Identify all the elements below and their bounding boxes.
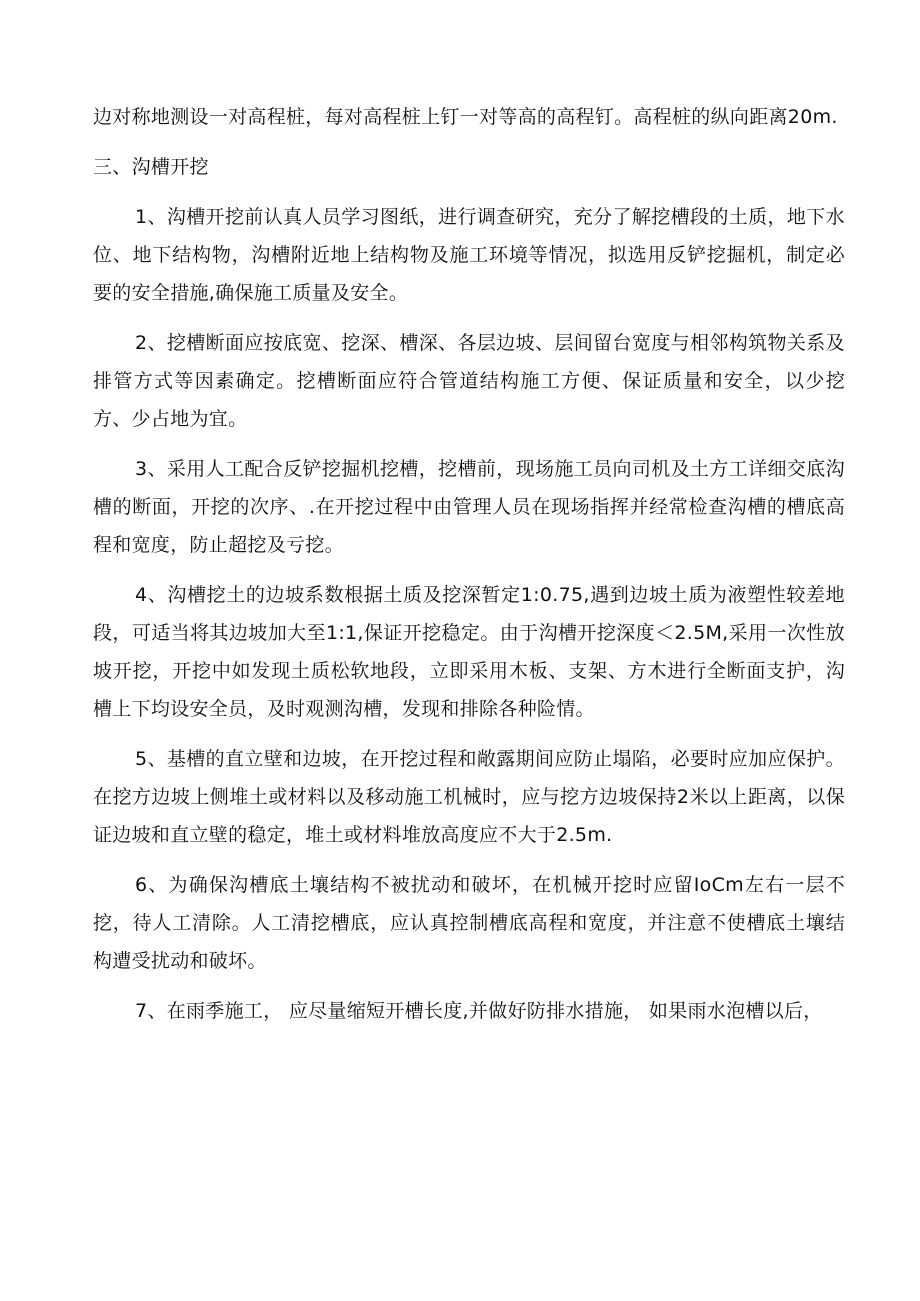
paragraph-1: 1、沟槽开挖前认真人员学习图纸，进行调查研究，充分了解挖槽段的土质，地下水位、地下结构物，沟槽附近地上结构物及施工环境等情况，拟选用反铲挖掘机，制定必要的安全措施,确保施工质量及安全。	[93, 206, 845, 304]
paragraph-6: 6、为确保沟槽底土壤结构不被扰动和破坏，在机械开挖时应留IoCm左右一层不挖，待人工清除。人工清挖槽底，应认真控制槽底高程和宽度，并注意不使槽底土壤结构遭受扰动和破坏。	[93, 874, 845, 972]
paragraph-7: 7、在雨季施工， 应尽量缩短开槽长度,并做好防排水措施， 如果雨水泡槽以后，	[135, 1000, 823, 1022]
paragraph-5: 5、基槽的直立壁和边坡，在开挖过程和敞露期间应防止塌陷，必要时应加应保护。在挖方边坡上侧堆土或材料以及移动施工机械时，应与挖方边坡保持2米以上距离，以保证边坡和直立壁的稳定，堆土或材料堆放高度应不大于2.5m.	[93, 748, 845, 846]
section-heading: 三、沟槽开挖	[93, 156, 209, 178]
document-body	[93, 98, 845, 1042]
continuation-paragraph: 边对称地测设一对高程桩，每对高程桩上钉一对等高的高程钉。高程桩的纵向距离20m.	[93, 106, 838, 128]
paragraph-3: 3、采用人工配合反铲挖掘机挖槽，挖槽前，现场施工员向司机及土方工详细交底沟槽的断面，开挖的次序、.在开挖过程中由管理人员在现场指挥并经常检查沟槽的槽底高程和宽度，防止超挖及亏挖。	[93, 458, 845, 556]
paragraph-2: 2、挖槽断面应按底宽、挖深、槽深、各层边坡、层间留台宽度与相邻构筑物关系及排管方式等因素确定。挖槽断面应符合管道结构施工方便、保证质量和安全，以少挖方、少占地为宜。	[93, 332, 845, 430]
paragraph-4: 4、沟槽挖土的边坡系数根据土质及挖深暂定1:0.75,遇到边坡土质为液塑性较差地段，可适当将其边坡加大至1:1,保证开挖稳定。由于沟槽开挖深度＜2.5M,采用一次性放坡开挖，开挖中如发现土质松软地段，立即采用木板、支架、方木进行全断面支护，沟槽上下均设安全员，及时观测沟槽，发现和排除各种险情。	[93, 584, 845, 720]
